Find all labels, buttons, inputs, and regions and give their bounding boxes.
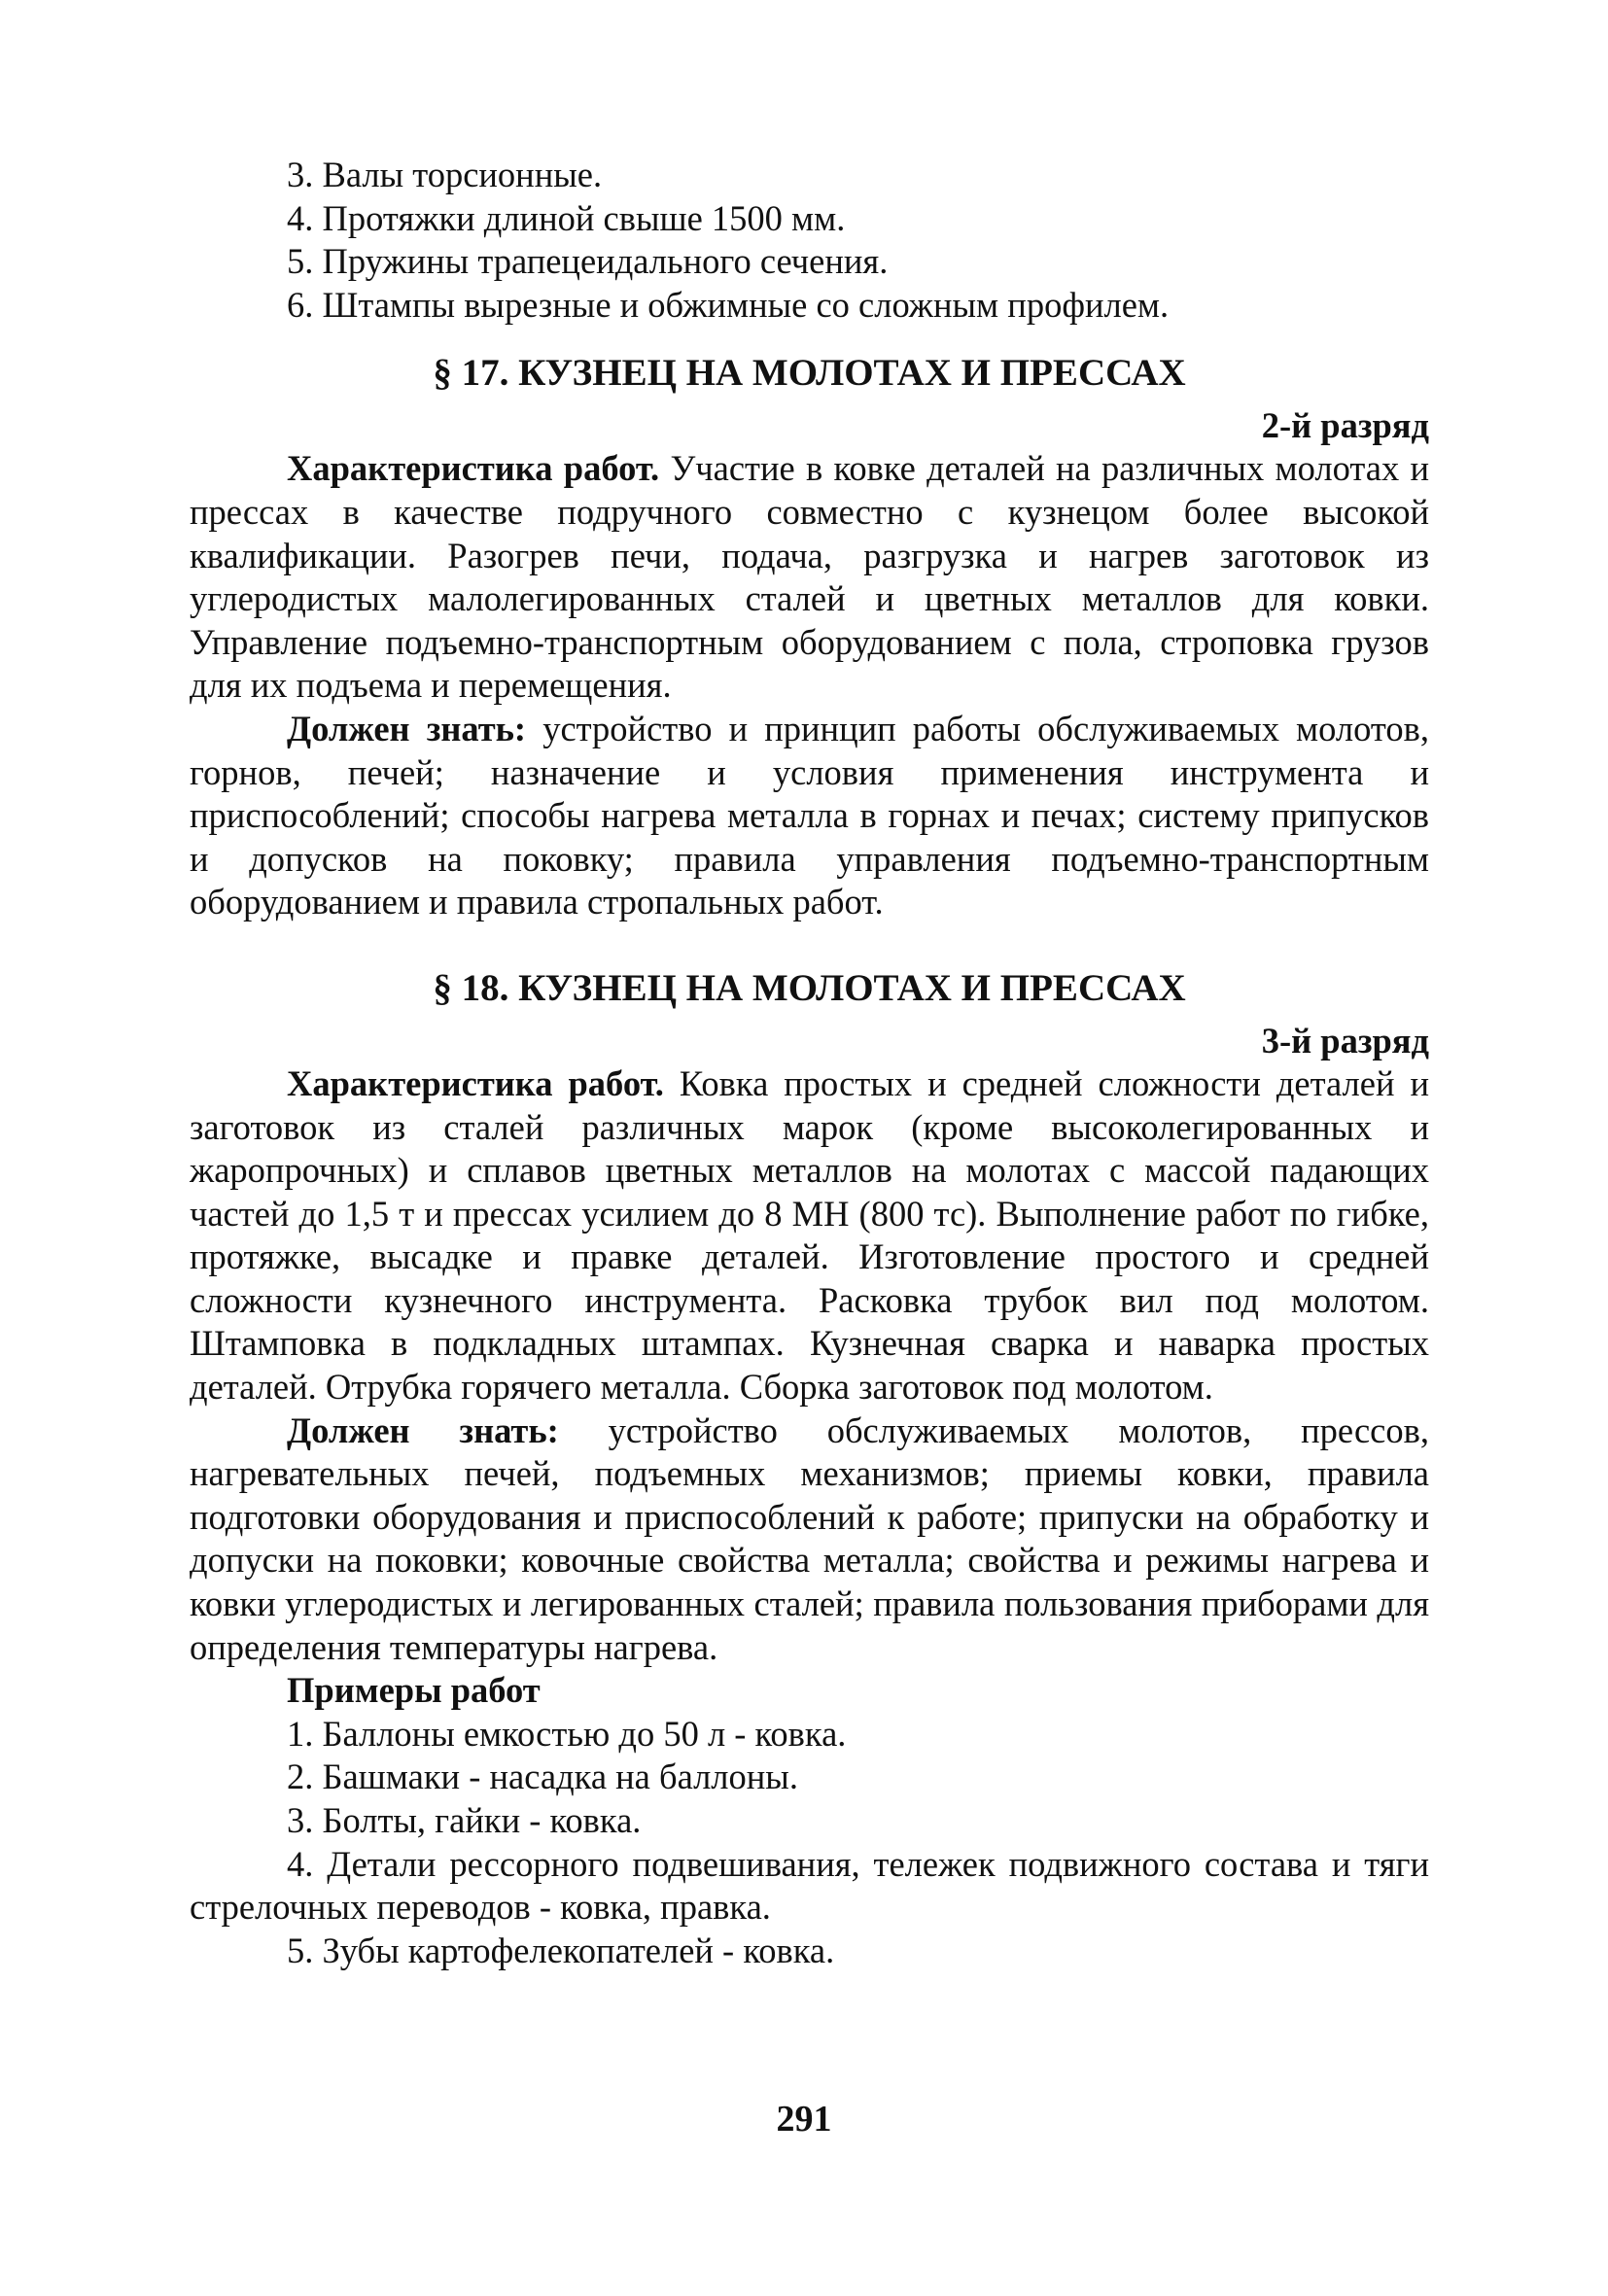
characteristics-text: Ковка простых и средней сложности деталей и заготовок из сталей различных марок (кроме высоколегированных и жаропрочных) и сплавов цветных металлов на молотах с массой падающих частей до 1,5 т и прессах усилием до 8 МН (800 тс). Выполнение работ по гибке, протяжке, высадке и правке деталей. Изготовление простого и средней сложности кузнечного инструмента. Расковка трубок вил под молотом. Штамповка в подкладных штампах. Кузнечная сварка и наварка простых деталей. Отрубка горячего металла. Сборка заготовок под молотом. xyxy=(190,1062,1429,1408)
list-item: 3. Болты, гайки - ковка. xyxy=(287,1800,642,1840)
examples-title: Примеры работ xyxy=(287,1670,541,1711)
list-item: 3. Валы торсионные. xyxy=(287,155,603,194)
continued-examples-list xyxy=(190,154,1429,327)
examples-list xyxy=(190,1713,1429,1973)
section-17-heading: § 17. КУЗНЕЦ НА МОЛОТАХ И ПРЕССАХ xyxy=(433,352,1186,395)
section-18-knowledge xyxy=(190,1409,1429,1670)
list-item: 2. Башмаки - насадка на баллоны. xyxy=(287,1757,798,1797)
knowledge-text: устройство и принцип работы обслуживаемых молотов, горнов, печей; назначение и условия применения инструмента и приспособлений; способы нагрева металла в горнах и печах; систему припусков и допусков на поковку; правила управления подъемно-транспортным оборудованием и правила стропальных работ. xyxy=(190,708,1429,922)
section-18-characteristics xyxy=(190,1062,1429,1409)
characteristics-text: Участие в ковке деталей на различных молотах и прессах в качестве подручного совместно с кузнецом более высокой квалификации. Разогрев печи, подача, разгрузка и нагрев заготовок из углеродистых малолегированных сталей и цветных металлов для ковки. Управление подъемно-транспортным оборудованием с пола, строповка грузов для их подъема и перемещения. xyxy=(190,448,1429,706)
characteristics-label: Характеристика работ. xyxy=(287,448,660,489)
knowledge-label: Должен знать: xyxy=(287,1409,559,1450)
knowledge-label: Должен знать: xyxy=(287,708,527,748)
characteristics-label: Характеристика работ. xyxy=(287,1062,664,1103)
section-18-grade: 3-й разряд xyxy=(1261,1020,1429,1061)
list-item: 6. Штампы вырезные и обжимные со сложным профилем. xyxy=(287,284,1170,325)
knowledge-text: устройство обслуживаемых молотов, прессов, нагревательных печей, подъемных механизмов; приемы ковки, правила подготовки оборудования и приспособлений к работе; припуски на обработку и допуски на поковки; ковочные свойства металла; свойства и режимы нагрева и ковки углеродистых и легированных сталей; правила пользования приборами для определения температуры нагрева. xyxy=(190,1409,1429,1667)
list-item: 1. Баллоны емкостью до 50 л - ковка. xyxy=(287,1713,847,1754)
section-17-knowledge xyxy=(190,708,1429,924)
page-number: 291 xyxy=(776,2099,832,2139)
section-18-heading: § 18. КУЗНЕЦ НА МОЛОТАХ И ПРЕССАХ xyxy=(433,966,1186,1009)
list-item: 4. Протяжки длиной свыше 1500 мм. xyxy=(287,197,846,238)
list-item: 4. Детали рессорного подвешивания, тележек подвижного состава и тяги стрелочных переводов - ковка, правка. xyxy=(190,1843,1429,1928)
page-content xyxy=(190,154,1429,1972)
list-item: 5. Пружины трапецеидального сечения. xyxy=(287,241,889,282)
section-17-characteristics xyxy=(190,447,1429,708)
list-item: 5. Зубы картофелекопателей - ковка. xyxy=(287,1930,835,1970)
section-17-grade: 2-й разряд xyxy=(1261,405,1429,446)
